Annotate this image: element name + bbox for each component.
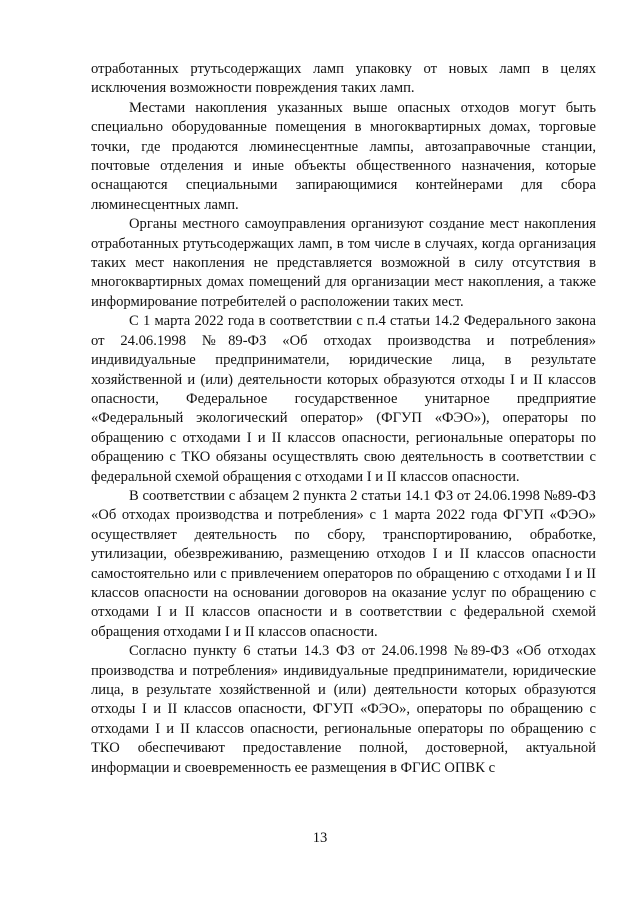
paragraph-local-government: Органы местного самоуправления организуют создание мест накопления отработанных ртутьсодержащих ламп, в том числе в случаях, когда организация таких мест накопления не представляется возможной в силу отсутствия в многоквартирных домах помещений для организации мест накопления, а также информирование потребителей о расположении таких мест.: [91, 216, 596, 310]
body-text: [91, 60, 596, 778]
paragraph-article-14-1: В соответствии с абзацем 2 пункта 2 статьи 14.1 ФЗ от 24.06.1998 №89-ФЗ «Об отходах производства и потребления» с 1 марта 2022 года ФГУП «ФЭО» осуществляет деятельность по сбору, транспортированию, обработке, утилизации, обезвреживанию, размещению отходов I и II классов опасности самостоятельно или с привлечением операторов по обращению с отходами I и II классов опасности на основании договоров на оказание услуг по обращению с отходами I и II классов опасности и в соответствии с федеральной схемой обращения отходами I и II классов опасности.: [91, 487, 596, 640]
paragraph-march-2022: С 1 марта 2022 года в соответствии с п.4 статьи 14.2 Федерального закона от 24.06.1998 №89-ФЗ «Об отходах производства и потребления» индивидуальные предприниматели, юридические лица, в результате хозяйственной и (или) деятельности которых образуются отходы I и II классов опасности, Федеральное государственное унитарное предприятие «Федеральный экологический оператор» (ФГУП «ФЭО»), операторы по обращению с отходами I и II классов опасности, региональные операторы по обращению с ТКО обязаны осуществлять свою деятельность в соответствии с федеральной схемой обращения с отходами I и II классов опасности.: [91, 313, 596, 485]
paragraph-storage-places: Местами накопления указанных выше опасных отходов могут быть специально оборудованные помещения в многоквартирных домах, торговые точки, где продаются люминесцентные лампы, автозаправочные станции, почтовые отделения и иные объекты общественного назначения, которые оснащаются специальными запирающимися контейнерами для сбора люминесцентных ламп.: [91, 99, 596, 213]
paragraph-article-14-3: Согласно пункту 6 статьи 14.3 ФЗ от 24.06.1998 №89-ФЗ «Об отходах производства и потребления» индивидуальные предприниматели, юридические лица, в результате хозяйственной и (или) деятельности которых образуются отходы I и II классов опасности, ФГУП «ФЭО», операторы по обращению с отходами I и II классов опасности, региональные операторы по обращению с ТКО обеспечивают предоставление полной, достоверной, актуальной информации и своевременность ее размещения в ФГИС ОПВК с: [91, 643, 596, 776]
page-number: 13: [312, 830, 328, 846]
paragraph-continuation: отработанных ртутьсодержащих ламп упаковку от новых ламп в целях исключения возможности повреждения таких ламп.: [91, 61, 596, 97]
